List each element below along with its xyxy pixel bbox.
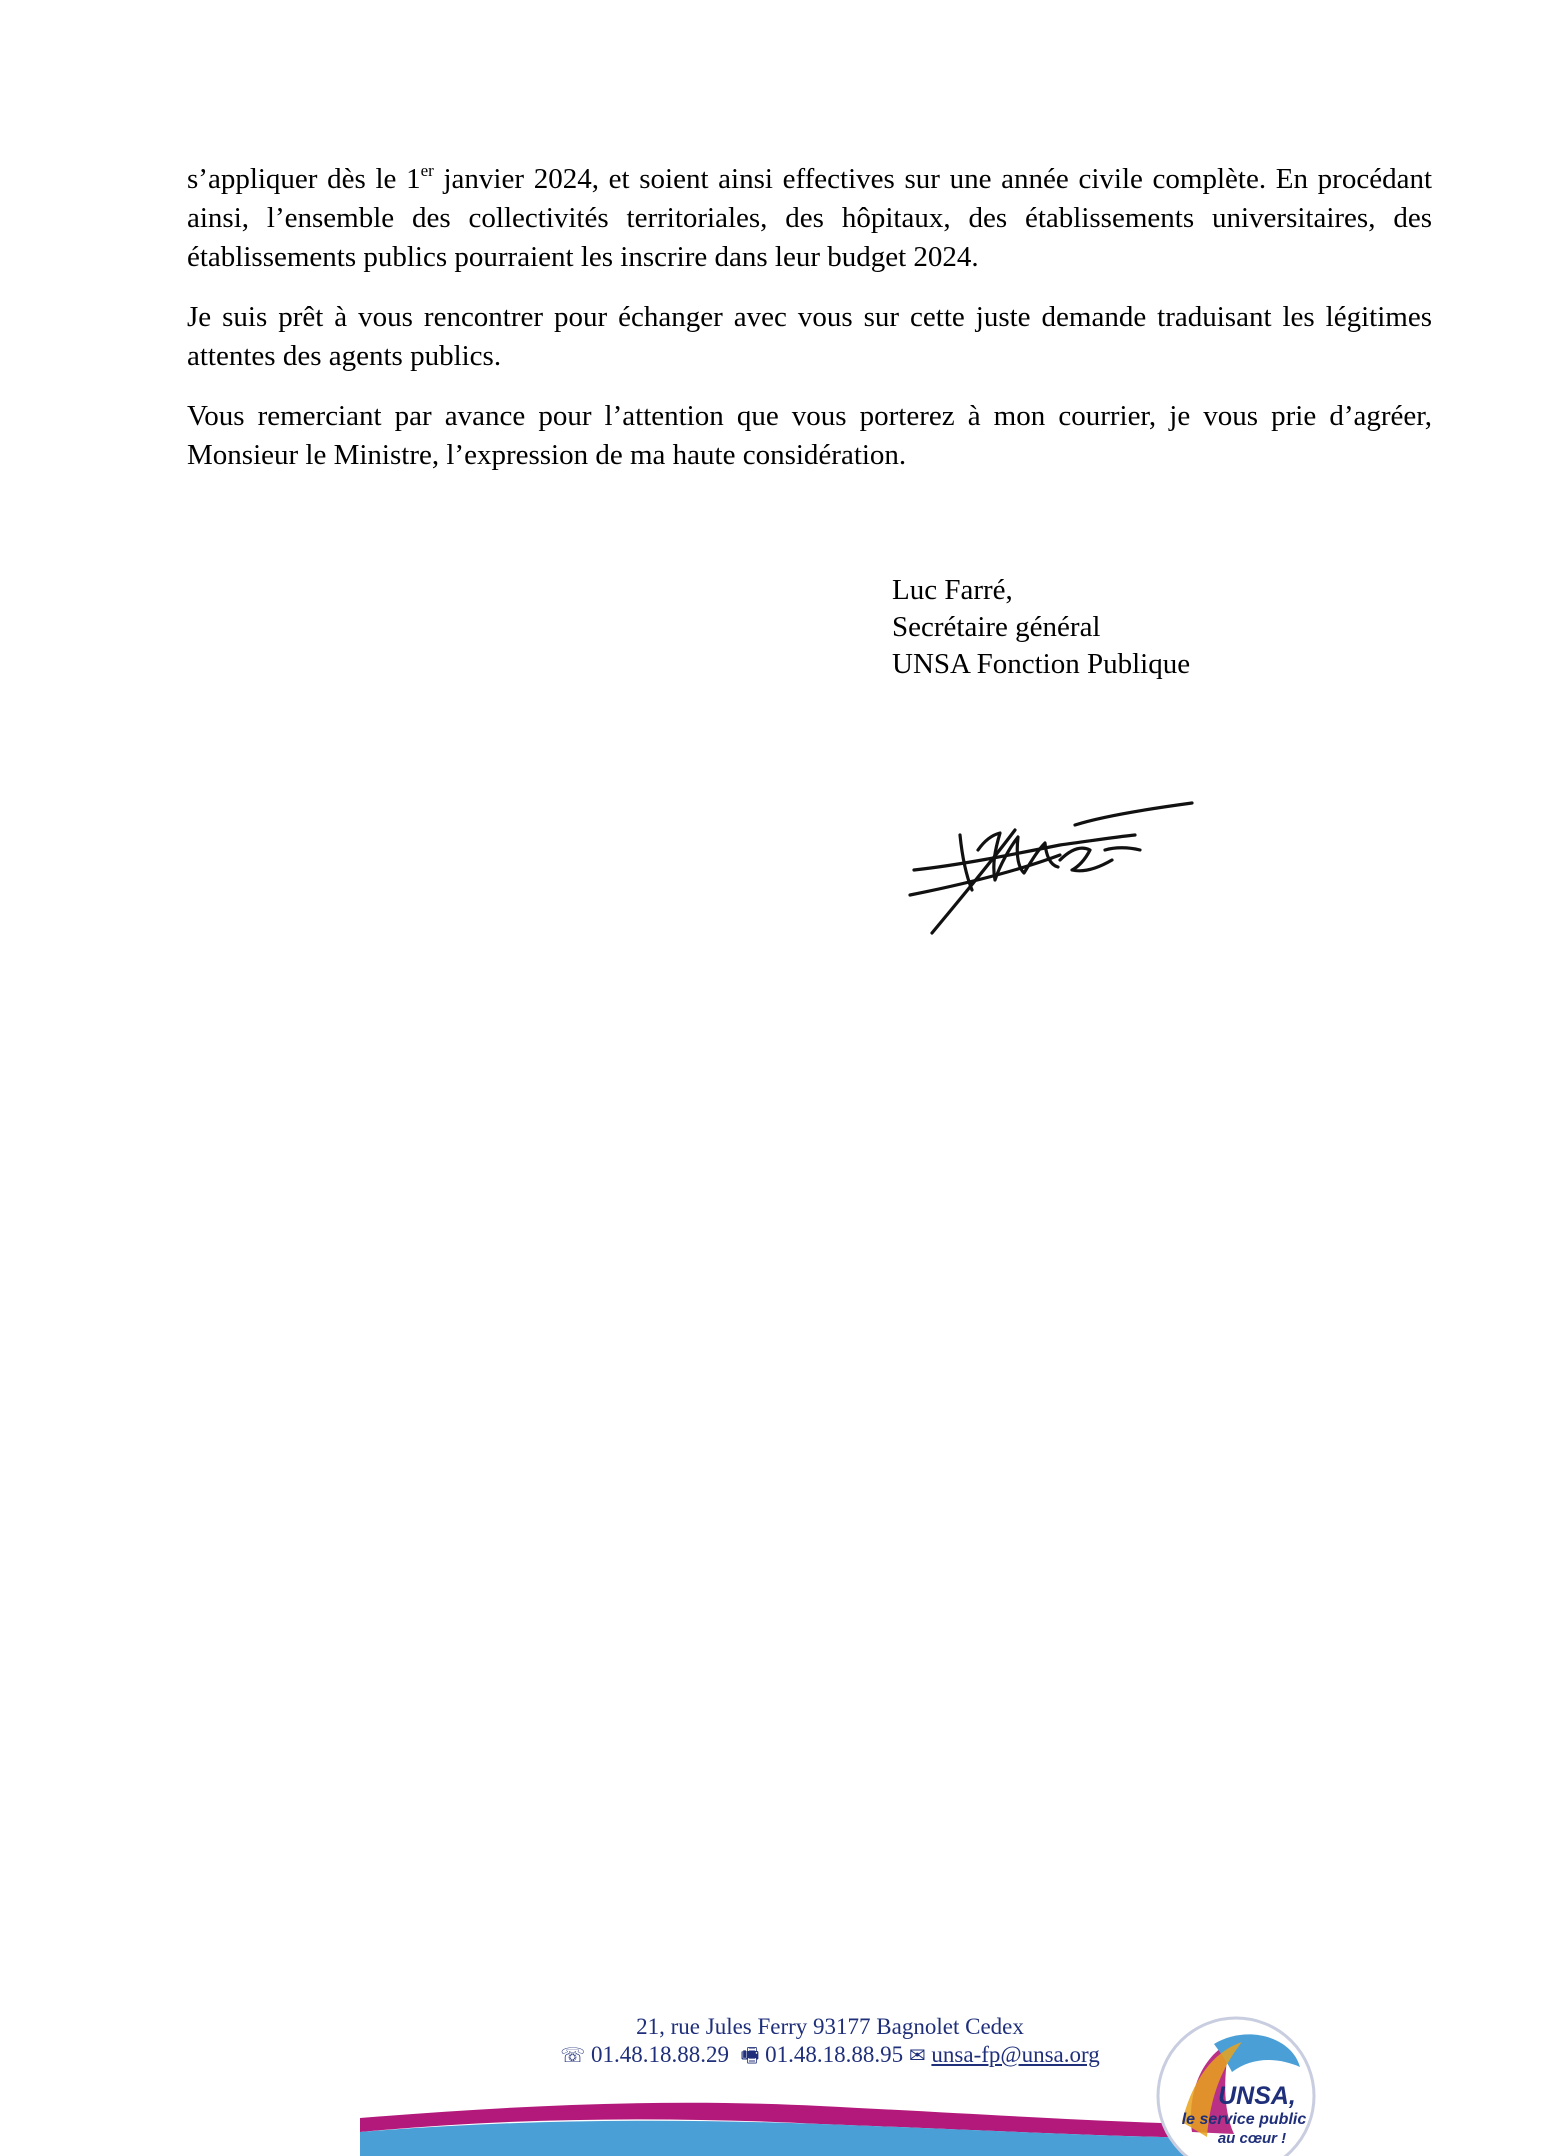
- phone-icon: ☏: [560, 2043, 586, 2067]
- footer-wave-decoration: [360, 2090, 1200, 2156]
- signatory-title: Secrétaire général: [892, 611, 1101, 643]
- signatory-organization: UNSA Fonction Publique: [892, 648, 1191, 680]
- handwritten-signature: [900, 755, 1200, 945]
- unsa-logo: [1152, 2012, 1318, 2156]
- email-link[interactable]: unsa-fp@unsa.org: [931, 2042, 1100, 2067]
- paragraph-2: Je suis prêt à vous rencontrer pour échanger avec vous sur cette juste demande traduisant les légitimes attentes des agents publics.: [187, 301, 1432, 372]
- fax-icon: 🖷: [740, 2043, 760, 2067]
- footer-contact-line: [400, 2041, 1260, 2069]
- paragraph-3: Vous remerciant par avance pour l’attention que vous porterez à mon courrier, je vous prie d’agréer, Monsieur le Ministre, l’expression de ma haute considération.: [187, 400, 1432, 471]
- paragraph-1-rest: janvier 2024, et soient ainsi effectives sur une année civile complète. En procédant ainsi, l’ensemble des collectivités territoriales, des hôpitaux, des établissements universitaires, des établissements publics pourraient les inscrire dans leur budget 2024.: [187, 163, 1432, 273]
- phone-number: 01.48.18.88.29: [591, 2042, 730, 2067]
- paragraph-1-start: s’appliquer dès le 1: [187, 163, 421, 195]
- mail-icon: ✉: [908, 2043, 926, 2067]
- paragraph-1: [187, 160, 1432, 277]
- signature-block: [892, 572, 1190, 683]
- fax-number: 01.48.18.88.95: [765, 2042, 904, 2067]
- logo-line3: au cœur !: [1217, 2130, 1287, 2147]
- letter-body: [187, 160, 1432, 496]
- signatory-name: Luc Farré,: [892, 574, 1013, 606]
- footer-address-line: 21, rue Jules Ferry 93177 Bagnolet Cedex: [636, 2014, 1024, 2039]
- logo-line2: le service public: [1181, 2111, 1307, 2128]
- ordinal-suffix: er: [420, 161, 434, 181]
- logo-line1: UNSA,: [1218, 2082, 1296, 2110]
- footer-contact: [400, 2013, 1260, 2069]
